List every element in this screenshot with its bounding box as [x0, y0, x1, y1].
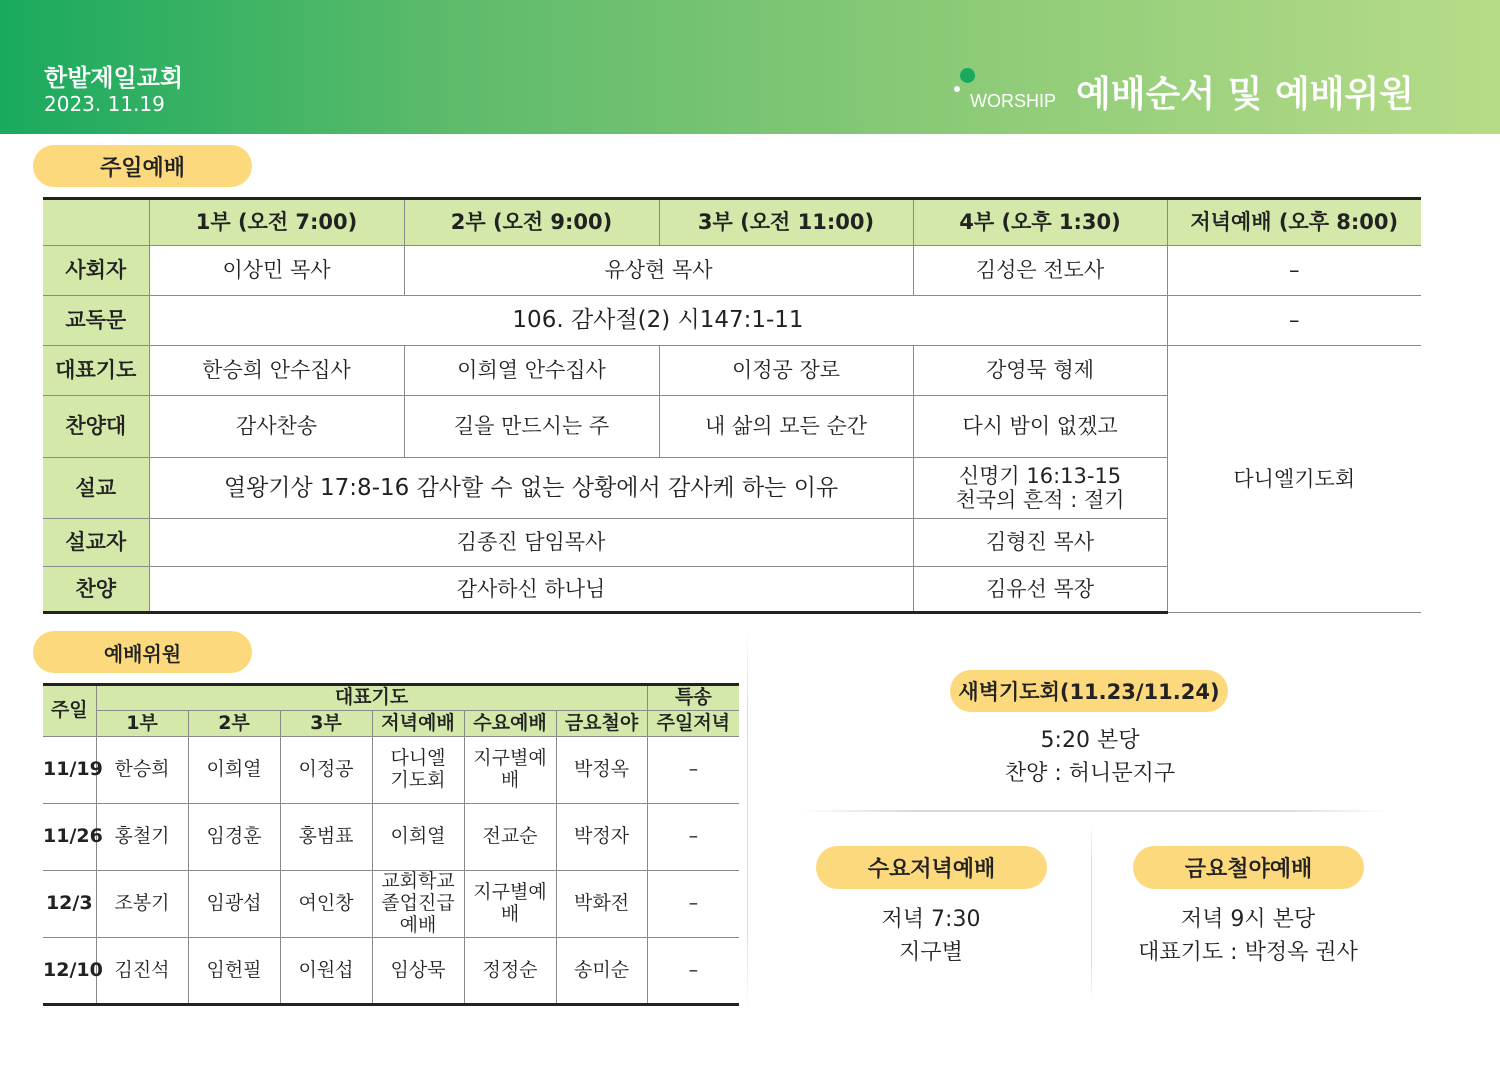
table-cell: 홍철기 — [96, 804, 188, 871]
table-cell: 지구별예배 — [464, 871, 556, 938]
cell-line: 기도회 — [390, 769, 446, 791]
row-label: 대표기도 — [43, 346, 149, 396]
cell-line: 이희열 — [390, 825, 446, 848]
dawn-info — [900, 724, 1280, 790]
section-pill-committee: 예배위원 — [33, 631, 252, 673]
table-cell: – — [647, 871, 739, 938]
row-label: 찬양 — [43, 567, 149, 613]
table-cell: 유상현 목사 — [404, 246, 913, 296]
date-cell: 12/3 — [43, 871, 96, 938]
date-header: 주일 — [43, 685, 96, 737]
table-cell: 조봉기 — [96, 871, 188, 938]
table-cell: 박화전 — [556, 871, 647, 938]
corner-cell — [43, 199, 149, 246]
table-cell: 김진석 — [96, 938, 188, 1005]
sub-header: 저녁예배 — [372, 711, 464, 737]
table-cell: 이정공 장로 — [659, 346, 913, 396]
column-header: 1부 (오전 7:00) — [149, 199, 404, 246]
dawn-line: 찬양 : 허니문지구 — [1004, 761, 1176, 786]
friday-info — [1098, 903, 1398, 969]
prayer-header: 대표기도 — [96, 685, 647, 711]
section-pill-friday: 금요철야예배 — [1133, 846, 1364, 889]
section-pill-wednesday: 수요저녁예배 — [816, 846, 1047, 889]
table-cell: 이원섭 — [280, 938, 372, 1005]
table-cell: – — [647, 737, 739, 804]
table-cell: 임헌필 — [188, 938, 280, 1005]
table-cell — [372, 938, 464, 1005]
table-cell: 내 삶의 모든 순간 — [659, 396, 913, 458]
cell-line: 다니엘 — [390, 747, 446, 770]
table-cell: 길을 만드시는 주 — [404, 396, 659, 458]
sermon-line: 신명기 16:13-15 — [958, 463, 1122, 488]
special-header: 특송 — [647, 685, 739, 711]
table-row — [43, 938, 739, 1005]
table-cell: 다시 밤이 없겠고 — [913, 396, 1167, 458]
sub-header: 2부 — [188, 711, 280, 737]
table-cell: – — [647, 804, 739, 871]
table-cell: – — [1167, 246, 1421, 296]
table-cell: 이희열 — [188, 737, 280, 804]
table-cell: 이정공 — [280, 737, 372, 804]
vertical-divider — [747, 630, 748, 1010]
cell-line: 졸업진급예배 — [381, 892, 455, 936]
table-cell: 송미순 — [556, 938, 647, 1005]
cell-line: 교회학교 — [381, 870, 455, 893]
date-cell: 11/26 — [43, 804, 96, 871]
row-label: 설교 — [43, 458, 149, 519]
friday-line: 대표기도 : 박정옥 권사 — [1138, 940, 1358, 965]
dawn-line: 5:20 본당 — [1040, 728, 1140, 753]
wednesday-info — [781, 903, 1081, 969]
column-header: 2부 (오전 9:00) — [404, 199, 659, 246]
row-label: 사회자 — [43, 246, 149, 296]
table-header-row — [43, 199, 1421, 246]
table-row — [43, 804, 739, 871]
white-dot-icon — [954, 86, 960, 92]
table-cell: 임광섭 — [188, 871, 280, 938]
table-cell: 전교순 — [464, 804, 556, 871]
evening-merged-cell: 다니엘기도회 — [1167, 346, 1421, 613]
table-row — [43, 871, 739, 938]
table-cell — [372, 871, 464, 938]
table-cell: 지구별예배 — [464, 737, 556, 804]
row-label: 설교자 — [43, 519, 149, 567]
sub-header: 금요철야 — [556, 711, 647, 737]
table-cell: 감사하신 하나님 — [149, 567, 913, 613]
table-cell: 임경훈 — [188, 804, 280, 871]
table-cell: 한승희 — [96, 737, 188, 804]
column-header: 3부 (오전 11:00) — [659, 199, 913, 246]
sunday-worship-table — [43, 197, 1421, 614]
bulletin-date: 2023. 11.19 — [44, 92, 165, 116]
section-pill-dawn: 새벽기도회(11.23/11.24) — [950, 670, 1228, 712]
table-cell: 정정순 — [464, 938, 556, 1005]
wednesday-line: 지구별 — [899, 940, 963, 965]
worship-committee-table — [43, 683, 739, 1006]
table-cell: 여인창 — [280, 871, 372, 938]
table-row — [43, 737, 739, 804]
table-cell: 김성은 전도사 — [913, 246, 1167, 296]
table-cell: – — [647, 938, 739, 1005]
green-dot-icon — [960, 68, 975, 83]
column-header: 저녁예배 (오후 8:00) — [1167, 199, 1421, 246]
header-banner — [0, 0, 1500, 134]
table-cell: 감사찬송 — [149, 396, 404, 458]
date-cell: 12/10 — [43, 938, 96, 1005]
column-header: 4부 (오후 1:30) — [913, 199, 1167, 246]
table-row — [43, 296, 1421, 346]
table-row — [43, 246, 1421, 296]
table-header-row — [43, 685, 739, 711]
table-cell: 이상민 목사 — [149, 246, 404, 296]
table-subheader-row — [43, 711, 739, 737]
church-name: 한밭제일교회 — [44, 64, 184, 92]
row-label: 교독문 — [43, 296, 149, 346]
table-cell: 이희열 안수집사 — [404, 346, 659, 396]
table-cell — [372, 804, 464, 871]
table-cell: 열왕기상 17:8-16 감사할 수 없는 상황에서 감사케 하는 이유 — [149, 458, 913, 519]
sub-header: 1부 — [96, 711, 188, 737]
date-cell: 11/19 — [43, 737, 96, 804]
worship-label: WORSHIP — [970, 91, 1057, 111]
row-label: 찬양대 — [43, 396, 149, 458]
table-cell: 106. 감사절(2) 시147:1-11 — [149, 296, 1167, 346]
table-cell: – — [1167, 296, 1421, 346]
table-cell — [913, 458, 1167, 519]
table-cell: 김형진 목사 — [913, 519, 1167, 567]
table-cell: 한승희 안수집사 — [149, 346, 404, 396]
page-title: 예배순서 및 예배위원 — [1076, 74, 1415, 115]
friday-line: 저녁 9시 본당 — [1180, 907, 1316, 932]
sub-header: 주일저녁 — [647, 711, 739, 737]
table-cell — [372, 737, 464, 804]
section-pill-sunday: 주일예배 — [33, 145, 252, 187]
wednesday-line: 저녁 7:30 — [881, 907, 981, 932]
sub-header: 3부 — [280, 711, 372, 737]
table-cell: 박정옥 — [556, 737, 647, 804]
vertical-divider — [1091, 822, 1092, 1002]
table-cell: 김유선 목장 — [913, 567, 1167, 613]
sermon-line: 천국의 흔적 : 절기 — [955, 488, 1125, 512]
table-cell: 홍범표 — [280, 804, 372, 871]
table-cell: 강영묵 형제 — [913, 346, 1167, 396]
sub-header: 수요예배 — [464, 711, 556, 737]
horizontal-divider — [800, 810, 1390, 812]
cell-line: 임상묵 — [390, 958, 446, 981]
table-row — [43, 346, 1421, 396]
table-cell: 박정자 — [556, 804, 647, 871]
table-cell: 김종진 담임목사 — [149, 519, 913, 567]
